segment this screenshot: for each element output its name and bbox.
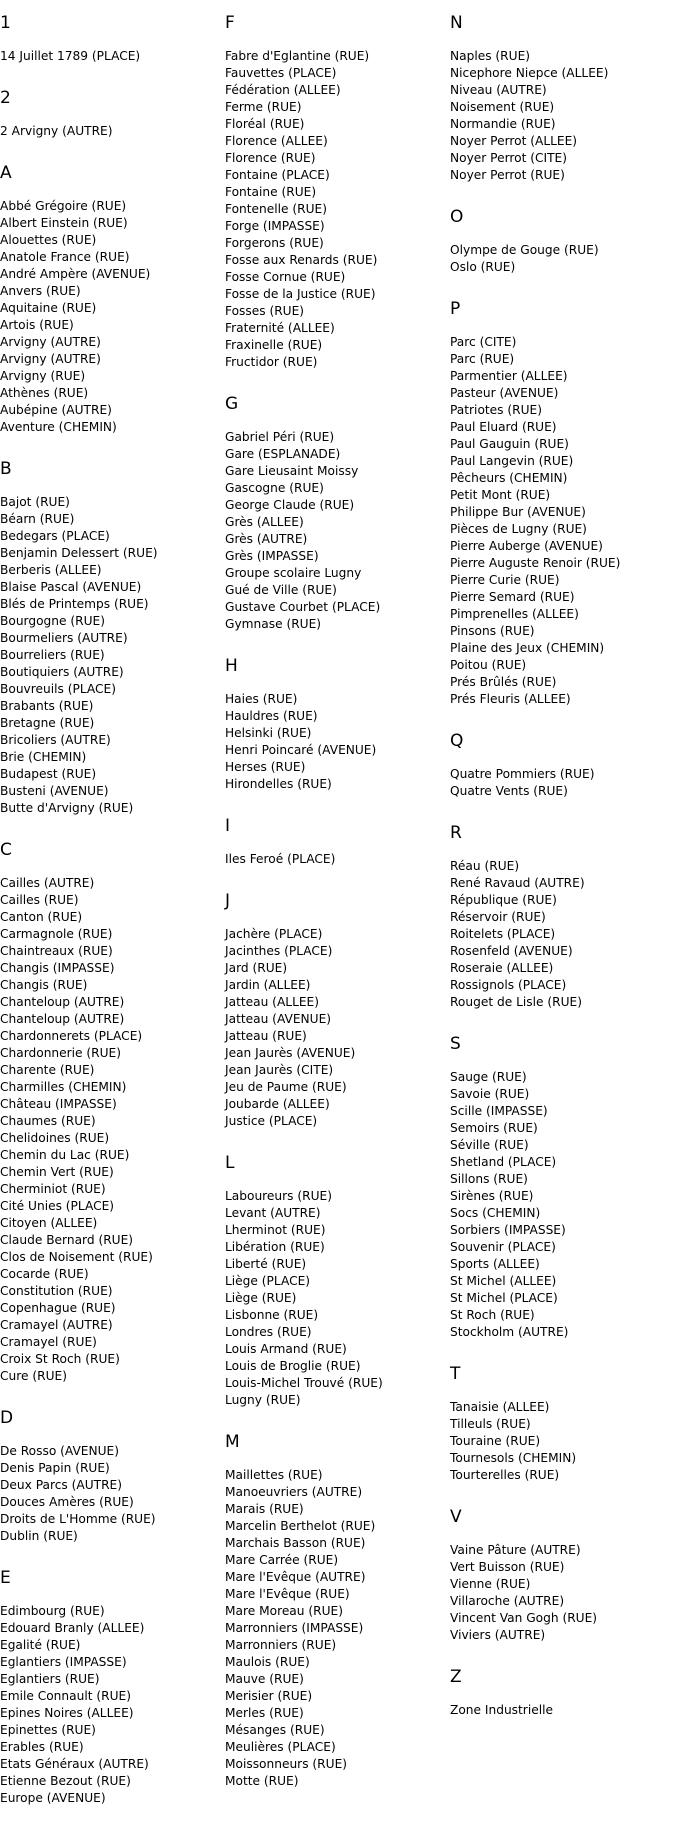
street-link[interactable]: Gabriel Péri (RUE): [225, 430, 335, 444]
street-link[interactable]: Plaine des Jeux (CHEMIN): [450, 641, 605, 655]
street-link[interactable]: Jatteau (ALLEE): [225, 995, 320, 1009]
street-link[interactable]: Béarn (RUE): [0, 512, 75, 526]
street-link[interactable]: Liberté (RUE): [225, 1257, 307, 1271]
street-link[interactable]: Fraxinelle (RUE): [225, 338, 323, 352]
street-link[interactable]: Pêcheurs (CHEMIN): [450, 471, 568, 485]
street-link[interactable]: Merisier (RUE): [225, 1689, 313, 1703]
street-link[interactable]: Floréal (RUE): [225, 117, 305, 131]
street-link[interactable]: Paul Gauguin (RUE): [450, 437, 569, 451]
letter-heading: I: [225, 816, 231, 836]
street-link[interactable]: Mare Moreau (RUE): [225, 1604, 343, 1618]
street-link[interactable]: Gare Lieusaint Moissy: [225, 464, 359, 478]
street-link[interactable]: Fraternité (ALLEE): [225, 321, 335, 335]
street-link[interactable]: Quatre Pommiers (RUE): [450, 767, 595, 781]
letter-heading: V: [450, 1507, 462, 1527]
street-link[interactable]: Lherminot (RUE): [225, 1223, 326, 1237]
street-link[interactable]: Laboureurs (RUE): [225, 1189, 332, 1203]
street-link[interactable]: Oslo (RUE): [450, 260, 516, 274]
street-link[interactable]: Etienne Bezout (RUE): [0, 1774, 131, 1788]
street-link[interactable]: Gascogne (RUE): [225, 481, 324, 495]
letter-heading: H: [225, 656, 238, 676]
street-link[interactable]: Libération (RUE): [225, 1240, 325, 1254]
street-link[interactable]: Fauvettes (PLACE): [225, 66, 337, 80]
street-link[interactable]: Europe (AVENUE): [0, 1791, 106, 1805]
street-link[interactable]: Etats Généraux (AUTRE): [0, 1757, 149, 1771]
letter-section: [225, 12, 383, 371]
street-link[interactable]: Vincent Van Gogh (RUE): [450, 1611, 598, 1625]
letter-section: [0, 1567, 158, 1807]
street-link[interactable]: Roitelets (PLACE): [450, 927, 556, 941]
street-link[interactable]: Noyer Perrot (CITE): [450, 151, 567, 165]
street-link[interactable]: Claude Bernard (RUE): [0, 1233, 134, 1247]
street-link[interactable]: Anvers (RUE): [0, 284, 81, 298]
street-link[interactable]: Marronniers (RUE): [225, 1638, 337, 1652]
street-link[interactable]: Fontaine (RUE): [225, 185, 317, 199]
street-link[interactable]: Bourreliers (RUE): [0, 648, 105, 662]
street-link[interactable]: Villaroche (AUTRE): [450, 1594, 565, 1608]
street-link[interactable]: Petit Mont (RUE): [450, 488, 551, 502]
street-link[interactable]: Cailles (AUTRE): [0, 876, 95, 890]
street-link[interactable]: Fosse aux Renards (RUE): [225, 253, 378, 267]
street-link[interactable]: Florence (ALLEE): [225, 134, 328, 148]
street-link[interactable]: Jean Jaurès (AVENUE): [225, 1046, 356, 1060]
street-link[interactable]: Joubarde (ALLEE): [225, 1097, 330, 1111]
street-link[interactable]: Constitution (RUE): [0, 1284, 113, 1298]
street-link[interactable]: Marchais Basson (RUE): [225, 1536, 366, 1550]
street-link[interactable]: Aquitaine (RUE): [0, 301, 97, 315]
street-link[interactable]: Jachère (PLACE): [225, 927, 323, 941]
street-link[interactable]: Charmilles (CHEMIN): [0, 1080, 127, 1094]
letter-heading: A: [0, 163, 12, 183]
street-link[interactable]: Iles Feroé (PLACE): [225, 852, 336, 866]
street-link[interactable]: Blaise Pascal (AVENUE): [0, 580, 142, 594]
street-link[interactable]: Cocarde (RUE): [0, 1267, 89, 1281]
letter-section: [225, 890, 383, 1130]
street-link[interactable]: Jacinthes (PLACE): [225, 944, 333, 958]
street-link[interactable]: Edouard Branly (ALLEE): [0, 1621, 145, 1635]
letter-section: [450, 298, 620, 708]
street-link[interactable]: Lugny (RUE): [225, 1393, 301, 1407]
street-link[interactable]: Maulois (RUE): [225, 1655, 310, 1669]
street-link[interactable]: De Rosso (AVENUE): [0, 1444, 120, 1458]
street-link[interactable]: Cailles (RUE): [0, 893, 79, 907]
street-link[interactable]: Levant (AUTRE): [225, 1206, 321, 1220]
street-link[interactable]: René Ravaud (AUTRE): [450, 876, 585, 890]
street-link[interactable]: Bedegars (PLACE): [0, 529, 110, 543]
street-link[interactable]: Aubépine (AUTRE): [0, 403, 112, 417]
letter-section: [0, 87, 158, 140]
street-link[interactable]: Londres (RUE): [225, 1325, 312, 1339]
street-link[interactable]: Charente (RUE): [0, 1063, 95, 1077]
letter-section: [450, 822, 620, 1011]
street-link[interactable]: Noyer Perrot (ALLEE): [450, 134, 578, 148]
street-link[interactable]: Denis Papin (RUE): [0, 1461, 110, 1475]
street-link[interactable]: Douces Amères (RUE): [0, 1495, 134, 1509]
street-link[interactable]: Justice (PLACE): [225, 1114, 318, 1128]
street-link[interactable]: Chardonnerie (RUE): [0, 1046, 122, 1060]
street-link[interactable]: Shetland (PLACE): [450, 1155, 557, 1169]
street-link[interactable]: Fontaine (PLACE): [225, 168, 330, 182]
street-link[interactable]: Quatre Vents (RUE): [450, 784, 568, 798]
street-link[interactable]: Chanteloup (AUTRE): [0, 1012, 125, 1026]
street-link[interactable]: Fructidor (RUE): [225, 355, 318, 369]
letter-section: [450, 1506, 620, 1644]
street-link[interactable]: Jean Jaurès (CITE): [225, 1063, 334, 1077]
street-link[interactable]: Nicephore Niepce (ALLEE): [450, 66, 609, 80]
street-link[interactable]: Berberis (ALLEE): [0, 563, 102, 577]
street-link[interactable]: Erables (RUE): [0, 1740, 84, 1754]
street-link[interactable]: Pierre Auberge (AVENUE): [450, 539, 603, 553]
street-link[interactable]: Aventure (CHEMIN): [0, 420, 117, 434]
street-link[interactable]: Busteni (AVENUE): [0, 784, 109, 798]
street-link[interactable]: Noyer Perrot (RUE): [450, 168, 565, 182]
street-link[interactable]: Fabre d'Eglantine (RUE): [225, 49, 370, 63]
street-link[interactable]: Réservoir (RUE): [450, 910, 546, 924]
street-link[interactable]: Naples (RUE): [450, 49, 531, 63]
street-link[interactable]: Motte (RUE): [225, 1774, 299, 1788]
street-link[interactable]: Vaine Pâture (AUTRE): [450, 1543, 581, 1557]
street-link[interactable]: Boutiquiers (AUTRE): [0, 665, 124, 679]
street-link[interactable]: Sorbiers (IMPASSE): [450, 1223, 566, 1237]
street-link[interactable]: Bourmeliers (AUTRE): [0, 631, 128, 645]
street-link[interactable]: Gymnase (RUE): [225, 617, 322, 631]
street-link[interactable]: Mare l'Evêque (AUTRE): [225, 1570, 366, 1584]
street-link[interactable]: Savoie (RUE): [450, 1087, 530, 1101]
street-link[interactable]: Bourgogne (RUE): [0, 614, 105, 628]
letter-section: [450, 1666, 620, 1719]
street-link[interactable]: République (RUE): [450, 893, 557, 907]
street-link[interactable]: Bajot (RUE): [0, 495, 70, 509]
street-link[interactable]: Château (IMPASSE): [0, 1097, 117, 1111]
letter-heading: J: [225, 891, 231, 911]
letter-heading: Q: [450, 731, 464, 751]
street-link[interactable]: Bricoliers (AUTRE): [0, 733, 111, 747]
street-link[interactable]: Helsinki (RUE): [225, 726, 312, 740]
letter-heading: B: [0, 459, 12, 479]
street-link[interactable]: Haies (RUE): [225, 692, 298, 706]
letter-section: [225, 815, 383, 868]
street-link[interactable]: Deux Parcs (AUTRE): [0, 1478, 123, 1492]
street-link[interactable]: Eglantiers (RUE): [0, 1672, 100, 1686]
street-link[interactable]: Alouettes (RUE): [0, 233, 97, 247]
street-link[interactable]: Marcelin Berthelot (RUE): [225, 1519, 376, 1533]
street-link[interactable]: Parc (CITE): [450, 335, 517, 349]
street-link[interactable]: Herses (RUE): [225, 760, 306, 774]
street-link[interactable]: Chanteloup (AUTRE): [0, 995, 125, 1009]
street-link[interactable]: Prés Fleuris (ALLEE): [450, 692, 571, 706]
street-link[interactable]: Sports (ALLEE): [450, 1257, 540, 1271]
street-link[interactable]: Séville (RUE): [450, 1138, 529, 1152]
street-link[interactable]: St Roch (RUE): [450, 1308, 535, 1322]
street-link[interactable]: Vienne (RUE): [450, 1577, 531, 1591]
street-link[interactable]: Paul Eluard (RUE): [450, 420, 557, 434]
letter-heading: C: [0, 840, 12, 860]
letter-heading: F: [225, 13, 235, 33]
street-link[interactable]: Normandie (RUE): [450, 117, 556, 131]
street-link[interactable]: Louis-Michel Trouvé (RUE): [225, 1376, 383, 1390]
street-link[interactable]: Cramayel (RUE): [0, 1335, 97, 1349]
street-link[interactable]: Arvigny (AUTRE): [0, 352, 101, 366]
street-link[interactable]: Droits de L'Homme (RUE): [0, 1512, 156, 1526]
letter-heading: N: [450, 13, 463, 33]
street-link[interactable]: Groupe scolaire Lugny: [225, 566, 362, 580]
street-link[interactable]: Chaumes (RUE): [0, 1114, 96, 1128]
street-link[interactable]: Jardin (ALLEE): [225, 978, 311, 992]
letter-section: [450, 730, 620, 800]
letter-section: [450, 1033, 620, 1341]
street-link[interactable]: Pièces de Lugny (RUE): [450, 522, 587, 536]
letter-section: [450, 1363, 620, 1484]
street-link[interactable]: Grès (ALLEE): [225, 515, 304, 529]
street-link[interactable]: Tanaisie (ALLEE): [450, 1400, 550, 1414]
street-link[interactable]: Niveau (AUTRE): [450, 83, 547, 97]
street-link[interactable]: Pimprenelles (ALLEE): [450, 607, 579, 621]
street-link[interactable]: Jatteau (RUE): [225, 1029, 307, 1043]
letter-heading: P: [450, 299, 461, 319]
street-link[interactable]: Epines Noires (ALLEE): [0, 1706, 134, 1720]
street-link[interactable]: Jard (RUE): [225, 961, 288, 975]
street-link[interactable]: Parmentier (ALLEE): [450, 369, 568, 383]
street-link[interactable]: Prés Brûlés (RUE): [450, 675, 557, 689]
street-link[interactable]: André Ampère (AVENUE): [0, 267, 151, 281]
street-link[interactable]: Socs (CHEMIN): [450, 1206, 541, 1220]
street-column-2: [225, 12, 383, 1812]
street-link[interactable]: Mésanges (RUE): [225, 1723, 325, 1737]
street-link[interactable]: Chardonnerets (PLACE): [0, 1029, 143, 1043]
street-link[interactable]: Patriotes (RUE): [450, 403, 543, 417]
street-link[interactable]: Paul Langevin (RUE): [450, 454, 574, 468]
letter-heading: 2: [0, 88, 11, 108]
letter-heading: D: [0, 1408, 14, 1428]
street-link[interactable]: Artois (RUE): [0, 318, 74, 332]
street-link[interactable]: Semoirs (RUE): [450, 1121, 538, 1135]
street-link[interactable]: Pinsons (RUE): [450, 624, 535, 638]
street-link[interactable]: Changis (RUE): [0, 978, 88, 992]
street-link[interactable]: George Claude (RUE): [225, 498, 355, 512]
letter-heading: G: [225, 394, 239, 414]
street-link[interactable]: Hauldres (RUE): [225, 709, 318, 723]
street-link[interactable]: Maillettes (RUE): [225, 1468, 323, 1482]
street-link[interactable]: Pasteur (AVENUE): [450, 386, 559, 400]
street-link[interactable]: Louis Armand (RUE): [225, 1342, 347, 1356]
street-link[interactable]: Zone Industrielle: [450, 1703, 553, 1717]
street-link[interactable]: Edimbourg (RUE): [0, 1604, 105, 1618]
street-link[interactable]: Touraine (RUE): [450, 1434, 541, 1448]
letter-section: [0, 839, 158, 1385]
letter-section: [225, 1431, 383, 1790]
street-link[interactable]: Forgerons (RUE): [225, 236, 324, 250]
street-link[interactable]: Lisbonne (RUE): [225, 1308, 319, 1322]
street-link[interactable]: Citoyen (ALLEE): [0, 1216, 98, 1230]
street-link[interactable]: Albert Einstein (RUE): [0, 216, 128, 230]
street-link[interactable]: Emile Connault (RUE): [0, 1689, 131, 1703]
street-link[interactable]: Fosse de la Justice (RUE): [225, 287, 376, 301]
street-link[interactable]: 2 Arvigny (AUTRE): [0, 124, 113, 138]
street-link[interactable]: Carmagnole (RUE): [0, 927, 113, 941]
street-link[interactable]: Marronniers (IMPASSE): [225, 1621, 364, 1635]
street-link[interactable]: Noisement (RUE): [450, 100, 555, 114]
letter-heading: R: [450, 823, 462, 843]
letter-section: [0, 458, 158, 817]
street-link[interactable]: Manoeuvriers (AUTRE): [225, 1485, 363, 1499]
street-link[interactable]: Bouvreuils (PLACE): [0, 682, 116, 696]
street-link[interactable]: Grès (AUTRE): [225, 532, 308, 546]
street-link[interactable]: Réau (RUE): [450, 859, 520, 873]
letter-heading: E: [0, 1568, 11, 1588]
street-link[interactable]: Cité Unies (PLACE): [0, 1199, 115, 1213]
street-link[interactable]: Jeu de Paume (RUE): [225, 1080, 347, 1094]
letter-heading: M: [225, 1432, 240, 1452]
letter-section: [0, 12, 158, 65]
street-link[interactable]: Arvigny (RUE): [0, 369, 86, 383]
street-link[interactable]: Merles (RUE): [225, 1706, 304, 1720]
street-link[interactable]: Gare (ESPLANADE): [225, 447, 341, 461]
street-link[interactable]: Stockholm (AUTRE): [450, 1325, 569, 1339]
street-link[interactable]: Liège (RUE): [225, 1291, 297, 1305]
street-link[interactable]: Henri Poincaré (AVENUE): [225, 743, 377, 757]
street-link[interactable]: Changis (IMPASSE): [0, 961, 115, 975]
street-link[interactable]: Chemin Vert (RUE): [0, 1165, 114, 1179]
street-link[interactable]: Pierre Auguste Renoir (RUE): [450, 556, 621, 570]
letter-section: [450, 12, 620, 184]
street-link[interactable]: Jatteau (AVENUE): [225, 1012, 332, 1026]
street-link[interactable]: Cure (RUE): [0, 1369, 67, 1383]
street-link[interactable]: Blés de Printemps (RUE): [0, 597, 149, 611]
street-link[interactable]: Souvenir (PLACE): [450, 1240, 556, 1254]
letter-heading: L: [225, 1153, 235, 1173]
letter-heading: Z: [450, 1667, 462, 1687]
street-link[interactable]: Ferme (RUE): [225, 100, 302, 114]
street-link[interactable]: Athènes (RUE): [0, 386, 89, 400]
street-link[interactable]: Louis de Broglie (RUE): [225, 1359, 361, 1373]
street-link[interactable]: Olympe de Gouge (RUE): [450, 243, 599, 257]
street-column-1: [0, 12, 158, 1829]
street-link[interactable]: Moissonneurs (RUE): [225, 1757, 348, 1771]
street-link[interactable]: Chelidoines (RUE): [0, 1131, 110, 1145]
street-link[interactable]: Meulières (PLACE): [225, 1740, 336, 1754]
street-link[interactable]: Florence (RUE): [225, 151, 316, 165]
street-link[interactable]: Arvigny (AUTRE): [0, 335, 101, 349]
street-link[interactable]: St Michel (PLACE): [450, 1291, 558, 1305]
street-link[interactable]: Brabants (RUE): [0, 699, 94, 713]
street-link[interactable]: Tilleuls (RUE): [450, 1417, 531, 1431]
street-link[interactable]: Liège (PLACE): [225, 1274, 311, 1288]
letter-section: [225, 655, 383, 793]
street-link[interactable]: Mauve (RUE): [225, 1672, 304, 1686]
street-link[interactable]: Mare l'Evêque (RUE): [225, 1587, 350, 1601]
street-link[interactable]: Clos de Noisement (RUE): [0, 1250, 153, 1264]
street-link[interactable]: Poitou (RUE): [450, 658, 527, 672]
street-link[interactable]: Gué de Ville (RUE): [225, 583, 337, 597]
street-link[interactable]: Vert Buisson (RUE): [450, 1560, 565, 1574]
street-link[interactable]: Mare Carrée (RUE): [225, 1553, 339, 1567]
street-link[interactable]: Rosenfeld (AVENUE): [450, 944, 573, 958]
street-link[interactable]: Sauge (RUE): [450, 1070, 527, 1084]
letter-section: [0, 162, 158, 436]
street-link[interactable]: Fosses (RUE): [225, 304, 305, 318]
street-link[interactable]: Epinettes (RUE): [0, 1723, 96, 1737]
street-link[interactable]: Tourterelles (RUE): [450, 1468, 560, 1482]
street-link[interactable]: Abbé Grégoire (RUE): [0, 199, 127, 213]
street-link[interactable]: Rouget de Lisle (RUE): [450, 995, 582, 1009]
street-link[interactable]: Budapest (RUE): [0, 767, 97, 781]
street-link[interactable]: Bretagne (RUE): [0, 716, 95, 730]
street-link[interactable]: Brie (CHEMIN): [0, 750, 87, 764]
street-link[interactable]: Forge (IMPASSE): [225, 219, 325, 233]
street-link[interactable]: Roseraie (ALLEE): [450, 961, 554, 975]
street-link[interactable]: Pierre Semard (RUE): [450, 590, 575, 604]
street-link[interactable]: Sirènes (RUE): [450, 1189, 534, 1203]
street-link[interactable]: Benjamin Delessert (RUE): [0, 546, 158, 560]
street-link[interactable]: Anatole France (RUE): [0, 250, 130, 264]
street-link[interactable]: Philippe Bur (AVENUE): [450, 505, 586, 519]
street-link[interactable]: Fontenelle (RUE): [225, 202, 327, 216]
street-link[interactable]: Hirondelles (RUE): [225, 777, 332, 791]
street-column-3: [450, 12, 620, 1741]
street-link[interactable]: Marais (RUE): [225, 1502, 304, 1516]
street-link[interactable]: Croix St Roch (RUE): [0, 1352, 120, 1366]
street-link[interactable]: Cherminiot (RUE): [0, 1182, 106, 1196]
street-link[interactable]: Gustave Courbet (PLACE): [225, 600, 381, 614]
street-link[interactable]: Fédération (ALLEE): [225, 83, 341, 97]
street-link[interactable]: Cramayel (AUTRE): [0, 1318, 113, 1332]
street-link[interactable]: Scille (IMPASSE): [450, 1104, 548, 1118]
street-link[interactable]: Grès (IMPASSE): [225, 549, 319, 563]
street-link[interactable]: Eglantiers (IMPASSE): [0, 1655, 127, 1669]
letter-heading: S: [450, 1034, 461, 1054]
street-link[interactable]: Pierre Curie (RUE): [450, 573, 560, 587]
letter-section: [225, 1152, 383, 1409]
street-link[interactable]: St Michel (ALLEE): [450, 1274, 557, 1288]
street-link[interactable]: Dublin (RUE): [0, 1529, 78, 1543]
street-link[interactable]: Butte d'Arvigny (RUE): [0, 801, 134, 815]
street-link[interactable]: Parc (RUE): [450, 352, 515, 366]
letter-heading: O: [450, 207, 464, 227]
street-link[interactable]: Rossignols (PLACE): [450, 978, 567, 992]
street-link[interactable]: Chaintreaux (RUE): [0, 944, 113, 958]
letter-section: [0, 1407, 158, 1545]
letter-heading: T: [450, 1364, 461, 1384]
street-link[interactable]: 14 Juillet 1789 (PLACE): [0, 49, 141, 63]
letter-section: [225, 393, 383, 633]
street-link[interactable]: Copenhague (RUE): [0, 1301, 116, 1315]
street-link[interactable]: Viviers (AUTRE): [450, 1628, 546, 1642]
street-link[interactable]: Egalité (RUE): [0, 1638, 81, 1652]
street-link[interactable]: Sillons (RUE): [450, 1172, 528, 1186]
street-link[interactable]: Chemin du Lac (RUE): [0, 1148, 130, 1162]
letter-section: [450, 206, 620, 276]
street-link[interactable]: Canton (RUE): [0, 910, 83, 924]
street-link[interactable]: Tournesols (CHEMIN): [450, 1451, 577, 1465]
letter-heading: 1: [0, 13, 11, 33]
street-link[interactable]: Fosse Cornue (RUE): [225, 270, 346, 284]
